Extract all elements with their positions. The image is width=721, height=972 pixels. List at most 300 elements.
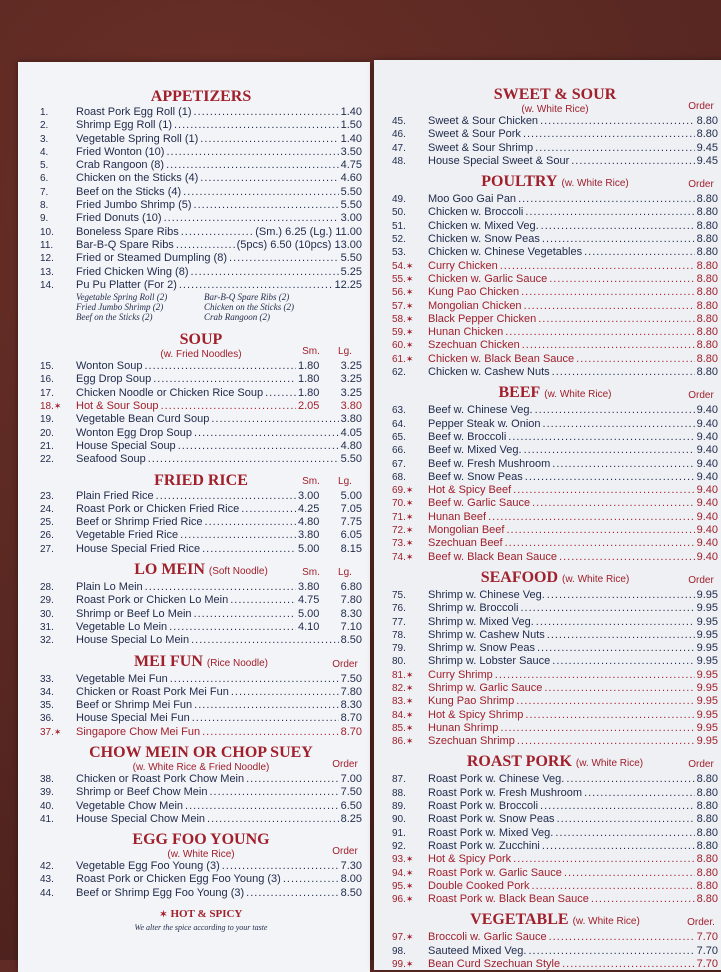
item-price: 8.80	[696, 272, 718, 285]
menu-item	[392, 246, 718, 259]
item-number-text: 81.	[392, 669, 406, 681]
item-number-text: 24.	[40, 503, 54, 515]
menu-item	[392, 484, 718, 497]
section-title-text: MEI FUN	[133, 652, 203, 670]
item-price: 8.25	[340, 812, 362, 825]
price-small: 3.80	[298, 529, 320, 542]
item-number	[392, 551, 428, 564]
platter-item: Vegetable Spring Roll (2)	[76, 292, 168, 303]
item-price: 8.80	[696, 800, 718, 813]
item-price: 8.80	[696, 246, 718, 259]
item-price: 9.95	[696, 721, 718, 734]
leader-dots	[194, 199, 339, 211]
item-name: Vegetable Chow Mein	[76, 799, 184, 812]
item-number-text: 97.	[392, 932, 406, 944]
item-price: 8.80	[696, 853, 718, 866]
header-large: Lg.	[338, 475, 352, 487]
menu-item	[40, 873, 362, 886]
menu-item	[40, 400, 362, 413]
item-price: 9.95	[696, 695, 718, 708]
item-price: 8.50	[340, 634, 362, 647]
menu-item	[392, 300, 718, 313]
item-number	[392, 774, 428, 786]
item-number-text: 20.	[40, 427, 54, 439]
item-number-text: 71.	[392, 511, 406, 523]
item-number-text: 76.	[392, 603, 406, 615]
header-small: Sm.	[302, 346, 320, 358]
item-price: 8.80	[696, 299, 718, 312]
leader-dots	[536, 616, 695, 628]
item-number-text: 53.	[392, 247, 406, 259]
menu-item	[392, 339, 718, 352]
section-title-text: APPETIZERS	[150, 88, 252, 105]
menu-item	[40, 860, 362, 873]
menu-column-left	[40, 88, 362, 932]
price-large: 6.05	[340, 529, 362, 542]
item-number-text: 4.	[40, 146, 49, 158]
item-prices	[298, 400, 362, 412]
item-number	[392, 617, 428, 629]
item-number-text: 18.	[40, 401, 54, 413]
leader-dots	[520, 602, 694, 614]
section-subtitle: (w. White Rice & Fried Noodle)	[132, 761, 270, 773]
item-name: Shrimp or Beef Chow Mein	[76, 786, 208, 799]
item-number	[392, 682, 428, 695]
item-name: Hunan Shrimp	[428, 721, 499, 734]
item-number	[392, 867, 428, 880]
section-title-text: SEAFOOD	[480, 568, 559, 586]
item-name: Chicken w. Garlic Sauce	[428, 272, 548, 285]
item-price: 7.70	[696, 944, 718, 957]
item-price: 5.50	[340, 199, 362, 212]
item-price: 9.95	[696, 708, 718, 721]
item-price: 1.40	[340, 106, 362, 118]
item-number	[40, 134, 76, 146]
item-price: 4.05	[340, 426, 362, 439]
item-prices	[298, 608, 362, 620]
menu-item	[40, 673, 362, 686]
leader-dots	[181, 226, 253, 238]
item-number	[40, 544, 76, 556]
item-number-text: 94.	[392, 867, 406, 879]
item-number-text: 35.	[40, 700, 54, 712]
hot-pepper-icon: ✶	[405, 959, 414, 970]
leader-dots	[522, 339, 695, 351]
item-name: Szechuan Shrimp	[428, 735, 515, 748]
section-subtitle: (w. White Rice)	[521, 104, 589, 115]
item-number-text: 69.	[392, 485, 406, 497]
hot-pepper-icon: ✶	[405, 498, 414, 509]
item-number-text: 29.	[40, 595, 54, 607]
hot-pepper-icon: ✶	[53, 726, 62, 737]
item-name: Roast Pork or Chicken Lo Mein	[76, 594, 229, 607]
leader-dots	[191, 634, 338, 646]
leader-dots	[552, 655, 694, 667]
menu-item	[40, 252, 362, 265]
menu-item	[392, 115, 718, 128]
item-name: Black Pepper Chicken	[428, 312, 537, 325]
item-number-text: 87.	[392, 774, 406, 786]
platter-contents	[40, 292, 362, 322]
leader-dots	[547, 589, 695, 601]
item-price: 8.80	[696, 326, 718, 339]
item-name: Vegetable Spring Roll (1)	[76, 132, 199, 145]
item-number-text: 59.	[392, 327, 406, 339]
section-title	[40, 744, 362, 773]
item-name: Roast Pork Egg Roll (1)	[76, 106, 192, 118]
item-price: 8.70	[340, 712, 362, 725]
item-price: 8.80	[696, 839, 718, 852]
price-large: 3.25	[340, 360, 362, 373]
item-number-text: 57.	[392, 300, 406, 312]
leader-dots	[576, 353, 694, 365]
leader-dots	[265, 387, 296, 399]
hot-spicy-legend	[40, 905, 362, 923]
item-number	[392, 643, 428, 655]
menu-item	[40, 133, 362, 146]
item-number-text: 86.	[392, 736, 406, 748]
item-number-text: 83.	[392, 696, 406, 708]
platter-item: Crab Rangoon (2)	[204, 312, 270, 323]
menu-item	[392, 286, 718, 299]
column-header	[328, 759, 362, 770]
item-price: 5.50	[340, 252, 362, 265]
item-price: 5.50	[340, 453, 362, 466]
item-name: Sweet & Sour Shrimp	[428, 141, 534, 154]
section-title-text: SWEET & SOUR	[493, 86, 617, 103]
item-number	[392, 459, 428, 471]
item-name: Mongolian Chicken	[428, 299, 522, 312]
item-number	[392, 432, 428, 444]
price-small: 3.80	[298, 581, 320, 594]
item-number	[40, 107, 76, 119]
item-price: 9.40	[696, 524, 718, 537]
leader-dots	[552, 458, 694, 470]
item-number	[392, 788, 428, 800]
menu-item	[40, 146, 362, 159]
item-name: Fried Donuts (10)	[76, 212, 162, 225]
leader-dots	[516, 695, 694, 707]
leader-dots	[505, 537, 695, 549]
item-number	[40, 187, 76, 199]
leader-dots	[549, 273, 694, 285]
item-price: 3.50	[340, 145, 362, 158]
item-name: Shrimp w. Snow Peas	[428, 642, 535, 655]
column-header	[684, 917, 718, 928]
item-number-text: 5.	[40, 160, 49, 172]
menu-item	[40, 712, 362, 725]
item-price: 9.40	[696, 457, 718, 470]
header-order: Order	[688, 390, 714, 402]
leader-dots	[542, 233, 695, 245]
item-number	[392, 590, 428, 602]
column-header	[294, 567, 362, 578]
item-price: 7.70	[696, 958, 718, 970]
menu-item	[40, 212, 362, 225]
item-number	[392, 419, 428, 431]
item-price: 5.50	[340, 185, 362, 198]
item-price: 8.80	[696, 893, 718, 906]
item-price: 8.80	[696, 206, 718, 219]
item-number	[40, 609, 76, 621]
menu-item	[392, 722, 718, 735]
item-number	[392, 247, 428, 259]
item-number	[392, 129, 428, 141]
item-price: 9.95	[696, 628, 718, 641]
leader-dots	[231, 686, 339, 698]
hot-pepper-icon: ✶	[405, 894, 414, 905]
item-number	[40, 160, 76, 172]
item-number-text: 79.	[392, 643, 406, 655]
section-title	[392, 911, 718, 931]
item-number	[40, 530, 76, 542]
item-prices	[298, 503, 362, 515]
item-number	[392, 339, 428, 352]
item-number-text: 78.	[392, 629, 406, 641]
menu-item	[392, 128, 718, 141]
item-name: Wonton Soup	[76, 360, 143, 373]
item-number	[40, 622, 76, 634]
leader-dots	[537, 642, 695, 654]
item-name: Vegetable Mei Fun	[76, 672, 168, 685]
hot-pepper-icon: ✶	[405, 313, 414, 324]
section-title-text: BEEF	[498, 384, 541, 402]
column-header	[328, 846, 362, 857]
item-price: 1.40	[340, 132, 362, 145]
menu-item	[392, 431, 718, 444]
item-prices	[298, 516, 362, 528]
item-name: Chicken w. Snow Peas	[428, 233, 540, 246]
item-name: Chicken Noodle or Chicken Rice Soup	[76, 386, 264, 399]
menu-item	[40, 440, 362, 453]
item-number	[392, 853, 428, 866]
leader-dots	[542, 840, 695, 852]
item-name: Roast Pork w. Mixed Veg.	[428, 826, 554, 839]
item-number-text: 96.	[392, 894, 406, 906]
section-subtitle: (w. White Rice)	[544, 389, 612, 401]
leader-dots	[524, 300, 695, 312]
section-subtitle: (w. White Rice)	[575, 758, 644, 770]
leader-dots	[540, 800, 695, 812]
menu-item	[392, 589, 718, 602]
item-number-text: 48.	[392, 155, 406, 167]
item-number	[40, 374, 76, 386]
menu-item	[392, 155, 718, 168]
item-price: 9.45	[696, 154, 718, 167]
item-number	[392, 880, 428, 893]
item-number	[392, 709, 428, 722]
item-number	[40, 787, 76, 799]
menu-item	[392, 326, 718, 339]
price-large: 7.80	[340, 594, 362, 607]
item-number	[392, 801, 428, 813]
item-number-text: 61.	[392, 353, 406, 365]
item-name: Moo Goo Gai Pan	[428, 193, 517, 206]
item-number	[40, 400, 76, 413]
section-subtitle: (Soft Noodle)	[208, 566, 268, 578]
price-small: 1.80	[298, 386, 320, 399]
section-title	[40, 88, 362, 106]
item-number	[392, 828, 428, 840]
section-title	[40, 653, 362, 673]
hot-pepper-icon: ✶	[405, 485, 414, 496]
item-name: Fried Chicken Wing (8)	[76, 265, 189, 278]
item-number-text: 41.	[40, 813, 54, 825]
leader-dots	[517, 735, 695, 747]
item-name: Sweet & Sour Chicken	[428, 115, 539, 127]
menu-item	[392, 893, 718, 906]
item-name: Sauteed Mixed Veg.	[428, 944, 527, 957]
price-large: 7.75	[340, 516, 362, 529]
header-small: Sm.	[302, 475, 320, 487]
item-name: House Special Soup	[76, 439, 176, 452]
item-name: Roast Pork w. Snow Peas	[428, 813, 555, 826]
item-number-text: 39.	[40, 787, 54, 799]
menu-item	[392, 669, 718, 682]
leader-dots	[513, 853, 694, 865]
item-price: 8.80	[696, 219, 718, 232]
item-number	[40, 491, 76, 503]
item-price: 9.95	[696, 655, 718, 668]
item-number-text: 77.	[392, 616, 406, 628]
item-prices	[298, 360, 362, 372]
item-number-text: 8.	[40, 200, 49, 212]
item-number	[392, 353, 428, 366]
item-price: 9.45	[696, 141, 718, 154]
price-small: 1.80	[298, 360, 320, 373]
leader-dots	[552, 366, 695, 378]
item-number	[392, 669, 428, 682]
item-price: 9.40	[696, 484, 718, 497]
item-number-text: 10.	[40, 226, 54, 238]
menu-item	[392, 471, 718, 484]
section-subtitle: (w. Fried Noodles)	[160, 349, 242, 361]
item-number-text: 52.	[392, 234, 406, 246]
item-name: Beef w. Chinese Veg.	[428, 404, 533, 417]
leader-dots	[176, 239, 235, 251]
leader-dots	[557, 813, 695, 825]
item-price: 3.00	[340, 212, 362, 225]
leader-dots	[584, 246, 694, 258]
menu-column-right	[392, 86, 718, 970]
platter-item: Chicken on the Sticks (2)	[204, 302, 294, 313]
column-header	[294, 346, 362, 357]
menu-item	[392, 787, 718, 800]
menu-item	[40, 360, 362, 373]
item-number	[392, 893, 428, 906]
item-number	[392, 656, 428, 668]
item-number-text: 68.	[392, 471, 406, 483]
item-name: Chicken w. Mixed Veg.	[428, 219, 539, 232]
leader-dots	[523, 128, 695, 140]
leader-dots	[564, 867, 695, 879]
item-number-text: 67.	[392, 458, 406, 470]
menu-item	[392, 735, 718, 748]
item-price: 8.80	[696, 773, 718, 786]
leader-dots	[222, 860, 339, 872]
price-small: 4.10	[298, 620, 320, 633]
menu-item	[40, 413, 362, 426]
item-number-text: 22.	[40, 454, 54, 466]
item-number	[392, 472, 428, 484]
hot-pepper-icon: ✶	[405, 273, 414, 284]
item-price: 9.40	[696, 497, 718, 510]
item-name: Szechuan Chicken	[428, 339, 520, 352]
item-price: 8.70	[340, 725, 362, 738]
section-title-text: SOUP	[179, 331, 223, 349]
hot-pepper-icon: ✶	[405, 682, 414, 693]
menu-item	[392, 497, 718, 510]
menu-item	[392, 853, 718, 866]
item-number-text: 93.	[392, 854, 406, 866]
menu-item	[40, 686, 362, 699]
menu-item	[40, 621, 362, 634]
item-number-text: 7.	[40, 186, 49, 198]
menu-item	[392, 511, 718, 524]
item-number-text: 36.	[40, 713, 54, 725]
hot-pepper-icon: ✶	[405, 709, 414, 720]
item-price: 8.80	[696, 128, 718, 141]
section-title-text: ROAST PORK	[466, 753, 572, 771]
section-title	[392, 569, 718, 589]
leader-dots	[194, 608, 296, 620]
leader-dots	[544, 682, 694, 694]
item-price: 8.80	[696, 259, 718, 272]
item-number-text: 58.	[392, 313, 406, 325]
section-title	[392, 384, 718, 404]
leader-dots	[205, 516, 296, 528]
menu-item	[40, 453, 362, 466]
leader-dots	[178, 440, 339, 452]
menu-item	[392, 537, 718, 550]
legend-note: We alter the spice according to your taste	[134, 923, 268, 933]
section-title-text: FRIED RICE	[154, 471, 248, 489]
leader-dots	[283, 873, 339, 885]
item-prices	[298, 490, 362, 502]
item-number-text: 27.	[40, 543, 54, 555]
price-large: 7.05	[340, 502, 362, 515]
item-number	[40, 595, 76, 607]
price-small: 1.80	[298, 373, 320, 386]
leader-dots	[148, 453, 339, 465]
item-number-text: 32.	[40, 635, 54, 647]
item-price: 8.80	[696, 879, 718, 892]
leader-dots	[169, 621, 296, 633]
item-number-text: 47.	[392, 142, 406, 154]
menu-page-left	[18, 62, 370, 972]
item-number-text: 45.	[392, 116, 406, 127]
item-price: 9.95	[696, 681, 718, 694]
item-number	[40, 635, 76, 647]
menu-item	[40, 490, 362, 503]
leader-dots	[180, 529, 296, 541]
hot-pepper-icon: ✶	[405, 736, 414, 747]
section-title-text: EGG FOO YOUNG	[132, 831, 270, 849]
menu-item	[392, 260, 718, 273]
item-number-text: 65.	[392, 431, 406, 443]
item-number-text: 16.	[40, 374, 54, 386]
item-name: Chicken w. Chinese Vegetables	[428, 246, 583, 259]
leader-dots	[200, 133, 338, 145]
legend-title: HOT & SPICY	[170, 908, 243, 921]
leader-dots	[241, 503, 296, 515]
item-price: 8.80	[696, 312, 718, 325]
column-header	[294, 476, 362, 487]
leader-dots	[153, 373, 296, 385]
item-number-text: 21.	[40, 440, 54, 452]
leader-dots	[500, 722, 694, 734]
leader-dots	[166, 159, 339, 171]
